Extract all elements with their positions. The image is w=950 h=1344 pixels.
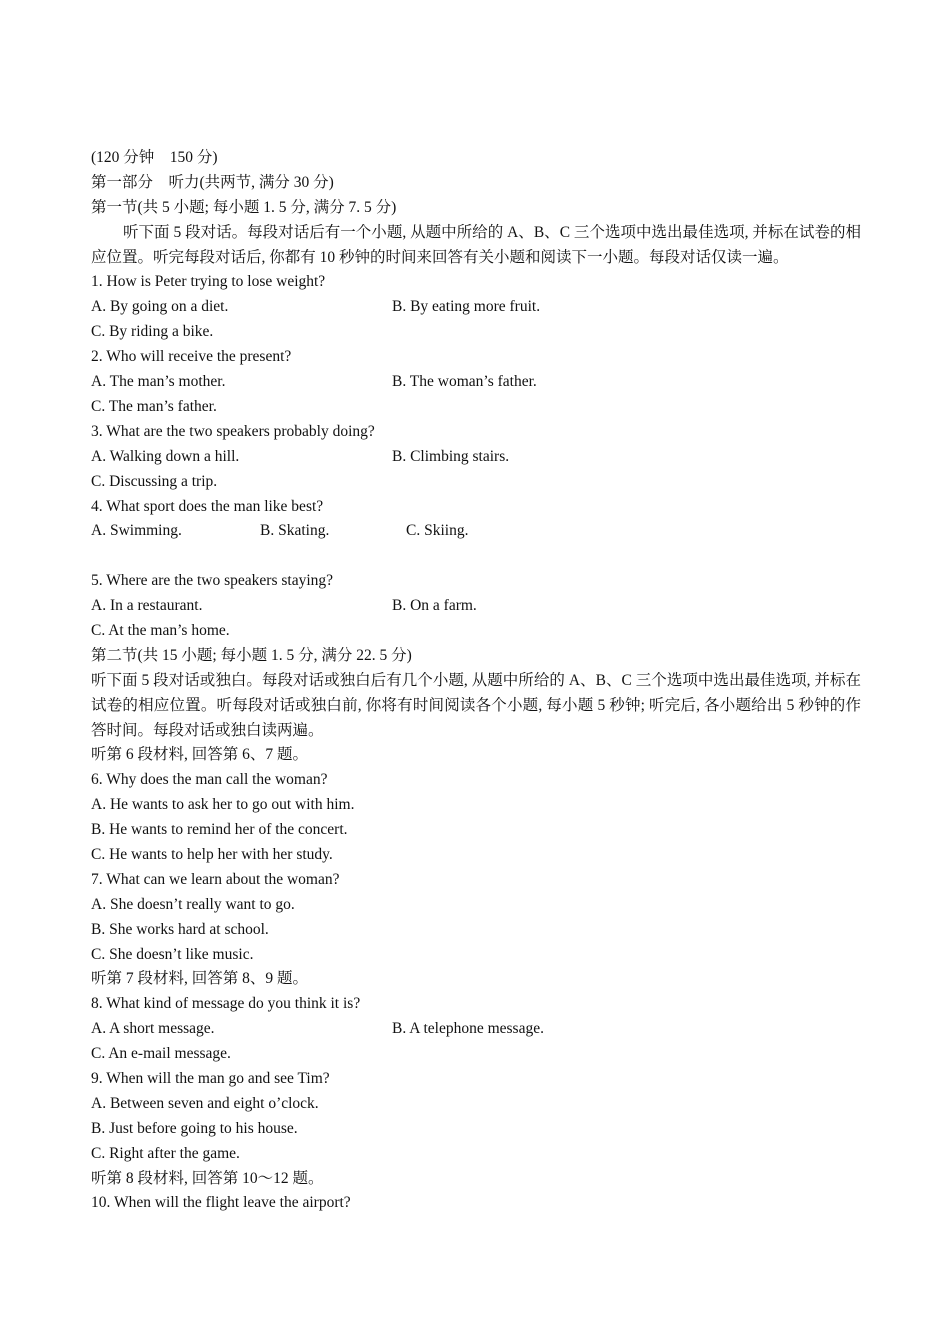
q7-option-c: C. She doesn’t like music.	[91, 945, 254, 963]
question-8: 8. What kind of message do you think it is?	[91, 995, 361, 1013]
q4-options-row	[91, 519, 861, 544]
q7-option-a: A. She doesn’t really want to go.	[91, 895, 295, 913]
q1-option-a: A. By going on a diet.	[91, 298, 229, 316]
material-6-heading: 听第 6 段材料, 回答第 6、7 题。	[91, 746, 309, 764]
question-3: 3. What are the two speakers probably doing?	[91, 422, 375, 440]
q7-option-b: B. She works hard at school.	[91, 920, 269, 938]
q6-option-a: A. He wants to ask her to go out with him.	[91, 796, 355, 814]
q9-option-b: B. Just before going to his house.	[91, 1119, 298, 1137]
q2-options-row	[91, 370, 861, 395]
q5-option-a: A. In a restaurant.	[91, 597, 203, 615]
q4-option-b: B. Skating.	[260, 522, 330, 540]
question-7: 7. What can we learn about the woman?	[91, 870, 340, 888]
section1-title: 第一节(共 5 小题; 每小题 1. 5 分, 满分 7. 5 分)	[91, 198, 397, 216]
q1-option-b: B. By eating more fruit.	[392, 298, 541, 316]
section2-title: 第二节(共 15 小题; 每小题 1. 5 分, 满分 22. 5 分)	[91, 646, 412, 664]
question-4: 4. What sport does the man like best?	[91, 497, 324, 515]
section1-instructions: 听下面 5 段对话。每段对话后有一个小题, 从题中所给的 A、B、C 三个选项中选出最佳选项, 并标在试卷的相应位置。听完每段对话后, 你都有 10 秒钟的时间来回答有关小题和阅读下一小题。每段对话仅读一遍。	[91, 223, 861, 266]
question-5: 5. Where are the two speakers staying?	[91, 572, 334, 590]
question-6: 6. Why does the man call the woman?	[91, 771, 328, 789]
q8-options-row	[91, 1017, 861, 1042]
q6-option-b: B. He wants to remind her of the concert.	[91, 821, 348, 839]
q2-option-a: A. The man’s mother.	[91, 373, 226, 391]
question-1: 1. How is Peter trying to lose weight?	[91, 273, 326, 291]
q2-option-c: C. The man’s father.	[91, 397, 217, 415]
q1-option-c: C. By riding a bike.	[91, 323, 214, 341]
q6-option-c: C. He wants to help her with her study.	[91, 846, 333, 864]
q8-option-c: C. An e-mail message.	[91, 1045, 231, 1063]
q5-option-b: B. On a farm.	[392, 597, 477, 615]
q3-option-c: C. Discussing a trip.	[91, 472, 218, 490]
q8-option-b: B. A telephone message.	[392, 1020, 544, 1038]
question-9: 9. When will the man go and see Tim?	[91, 1070, 330, 1088]
section2-instructions: 听下面 5 段对话或独白。每段对话或独白后有几个小题, 从题中所给的 A、B、C 三个选项中选出最佳选项, 并标在试卷的相应位置。听每段对话或独白前, 你将有时间阅读各个小题, 每小题 5 秒钟; 听完后, 各小题给出 5 秒钟的作答时间。每段对话或独白读两遍。	[91, 671, 861, 739]
part1-title: 第一部分 听力(共两节, 满分 30 分)	[91, 173, 334, 191]
q3-options-row	[91, 445, 861, 470]
material-8-heading: 听第 8 段材料, 回答第 10～12 题。	[91, 1169, 324, 1187]
q1-options-row	[91, 295, 861, 320]
question-10: 10. When will the flight leave the airport?	[91, 1194, 351, 1212]
q8-option-a: A. A short message.	[91, 1020, 215, 1038]
q3-option-a: A. Walking down a hill.	[91, 447, 240, 465]
exam-page	[91, 146, 861, 1216]
q9-option-a: A. Between seven and eight o’clock.	[91, 1094, 319, 1112]
q5-option-c: C. At the man’s home.	[91, 621, 230, 639]
question-2: 2. Who will receive the present?	[91, 348, 292, 366]
q4-option-c: C. Skiing.	[406, 522, 469, 540]
q9-option-c: C. Right after the game.	[91, 1144, 240, 1162]
q3-option-b: B. Climbing stairs.	[392, 447, 510, 465]
blank-line	[91, 544, 861, 569]
q4-option-a: A. Swimming.	[91, 522, 182, 540]
q5-options-row	[91, 594, 861, 619]
material-7-heading: 听第 7 段材料, 回答第 8、9 题。	[91, 970, 309, 988]
q2-option-b: B. The woman’s father.	[392, 373, 537, 391]
time-score: (120 分钟 150 分)	[91, 149, 218, 166]
